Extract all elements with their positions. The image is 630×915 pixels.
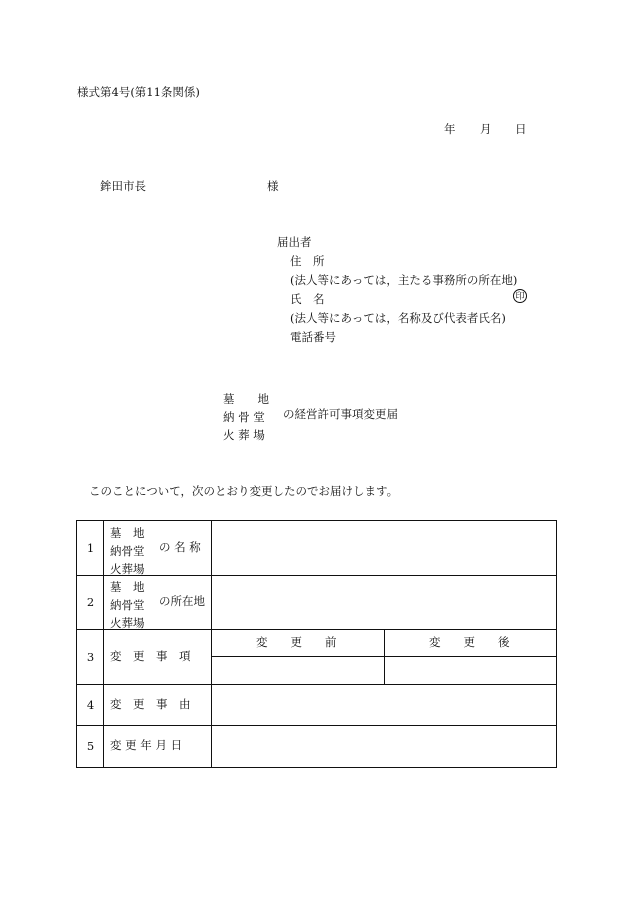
applicant-address-note: (法人等にあっては，主たる事務所の所在地) xyxy=(290,273,518,287)
table-row-divider xyxy=(76,629,557,630)
table-border-left xyxy=(76,520,77,768)
applicant-name-label: 氏 名 xyxy=(290,292,325,306)
table-row-divider xyxy=(76,725,557,726)
title-suffix: の経営許可事項変更届 xyxy=(283,407,398,421)
applicant-heading: 届出者 xyxy=(277,235,312,249)
table-divider-label xyxy=(211,520,212,768)
date-day-label: 日 xyxy=(515,122,527,136)
before-change-header: 変 更 前 xyxy=(256,635,337,649)
title-option-crematorium: 火 葬 場 xyxy=(223,428,265,442)
row-1-option-cemetery: 墓 地 xyxy=(110,526,145,540)
row-4-label: 変 更 事 由 xyxy=(110,697,191,711)
addressee-name: 鉾田市長 xyxy=(100,179,146,193)
row-number: 3 xyxy=(86,650,95,664)
row-number: 1 xyxy=(86,541,95,555)
row-2-option-cemetery: 墓 地 xyxy=(110,580,145,594)
row-2-option-crematorium: 火葬場 xyxy=(110,616,145,630)
applicant-address-label: 住 所 xyxy=(290,254,325,268)
intro-text: このことについて，次のとおり変更したのでお届けします。 xyxy=(89,484,399,498)
seal-mark: 印 xyxy=(513,289,527,303)
title-option-cemetery: 墓 地 xyxy=(223,392,269,406)
table-row-divider xyxy=(76,575,557,576)
table-row-divider xyxy=(76,684,557,685)
after-change-header: 変 更 後 xyxy=(429,635,510,649)
row-5-label: 変 更 年 月 日 xyxy=(110,738,183,752)
row-1-suffix: の 名 称 xyxy=(159,540,201,554)
row-number: 5 xyxy=(86,739,95,753)
row-2-suffix: の所在地 xyxy=(159,594,205,608)
addressee-honorific: 様 xyxy=(267,179,279,193)
row-3-label: 変 更 事 項 xyxy=(110,649,191,663)
table-before-after-divider xyxy=(384,629,385,685)
date-year-label: 年 xyxy=(444,122,456,136)
table-border-right xyxy=(556,520,557,768)
row-1-options xyxy=(110,524,145,578)
table-border-bottom xyxy=(76,767,557,768)
form-number: 様式第4号(第11条関係) xyxy=(77,85,200,99)
applicant-phone-label: 電話番号 xyxy=(290,330,336,344)
title-options xyxy=(223,390,269,444)
row-2-options xyxy=(110,578,145,632)
table-divider-number xyxy=(103,520,104,768)
row-1-option-ossuary: 納骨堂 xyxy=(110,544,145,558)
table-border-top xyxy=(76,520,557,521)
row-2-option-ossuary: 納骨堂 xyxy=(110,598,145,612)
row-number: 4 xyxy=(86,698,95,712)
title-option-ossuary: 納 骨 堂 xyxy=(223,410,265,424)
row-number: 2 xyxy=(86,595,95,609)
row-1-option-crematorium: 火葬場 xyxy=(110,562,145,576)
date-month-label: 月 xyxy=(480,122,492,136)
applicant-name-note: (法人等にあっては，名称及び代表者氏名) xyxy=(290,311,506,325)
